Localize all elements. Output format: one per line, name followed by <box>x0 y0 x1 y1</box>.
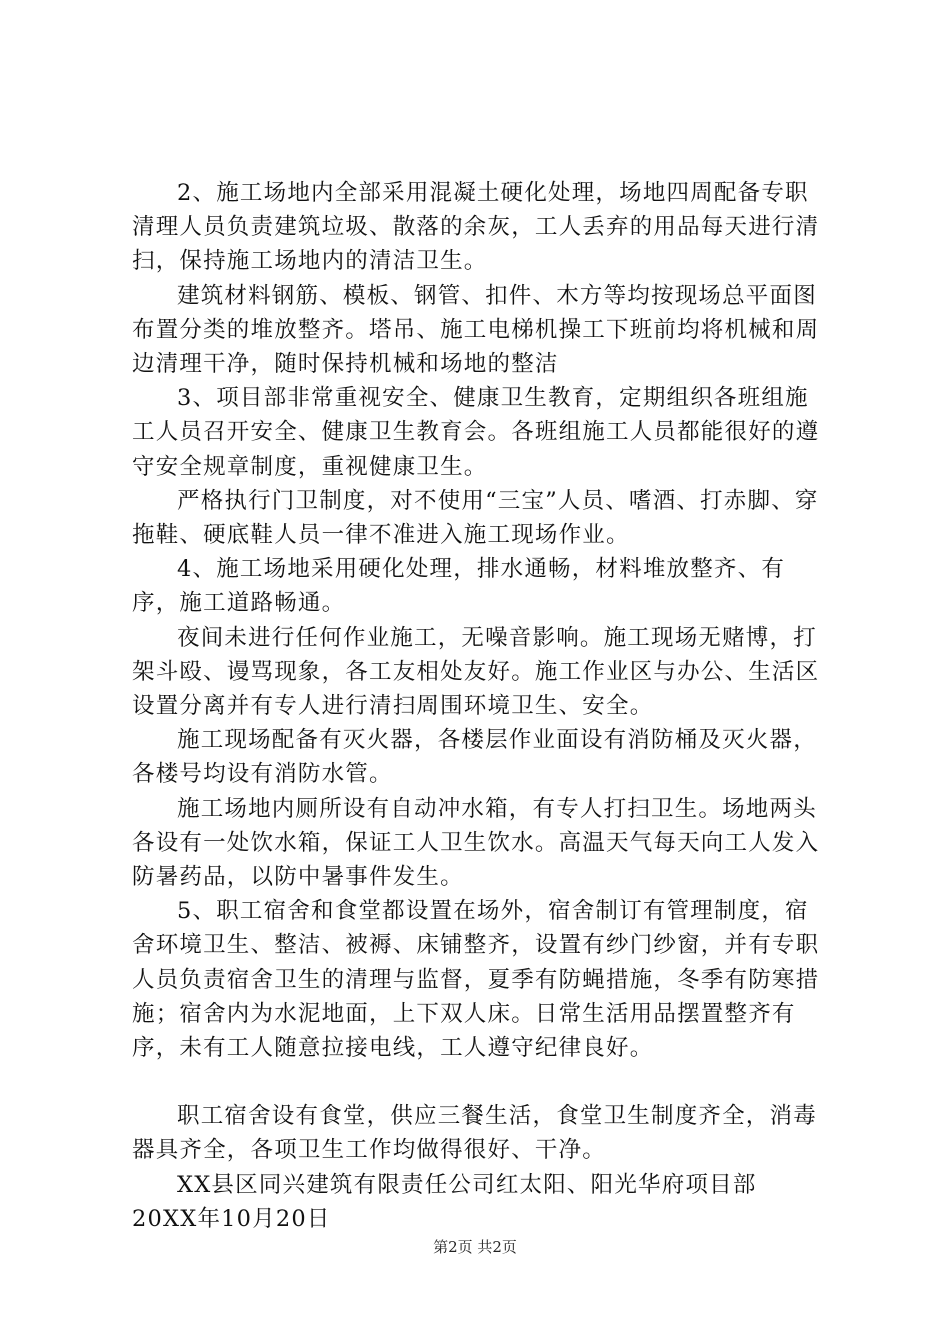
paragraph-drainage: 4、施工场地采用硬化处理，排水通畅，材料堆放整齐、有序，施工道路畅通。 <box>132 556 786 617</box>
paragraph-signature: XX县区同兴建筑有限责任公司红太阳、阳光华府项目部 <box>177 1171 757 1198</box>
document-body <box>132 176 832 1236</box>
paragraph-fire-safety: 施工现场配备有灭火器，各楼层作业面设有消防桶及灭火器，各楼号均设有消防水管。 <box>132 727 817 788</box>
paragraph-materials-storage: 建筑材料钢筋、模板、钢管、扣件、木方等均按现场总平面图布置分类的堆放整齐。塔吊、施工电梯机操工下班前均将机械和周边清理干净，随时保持机械和场地的整洁 <box>132 282 820 378</box>
paragraph-gate-rules: 严格执行门卫制度，对不使用“三宝”人员、嗜酒、打赤脚、穿拖鞋、硬底鞋人员一律不准进入施工现场作业。 <box>132 487 819 549</box>
page-number: 第2页 共2页 <box>433 1238 517 1256</box>
paragraph-site-hardening: 2、施工场地内全部采用混凝土硬化处理，场地四周配备专职清理人员负责建筑垃圾、散落的余灰，工人丢弃的用品每天进行清扫，保持施工场地内的清洁卫生。 <box>132 180 820 275</box>
paragraph-toilets-water: 施工场地内厕所设有自动冲水箱，有专人打扫卫生。场地两头各设有一处饮水箱，保证工人卫生饮水。高温天气每天向工人发入防暑药品，以防中暑事件发生。 <box>132 795 820 891</box>
paragraph-night-work: 夜间未进行任何作业施工，无噪音影响。施工现场无赌博，打架斗殴、谩骂现象，各工友相处友好。施工作业区与办公、生活区设置分离并有专人进行清扫周围环境卫生、安全。 <box>132 624 820 720</box>
paragraph-canteen: 职工宿舍设有食堂，供应三餐生活，食堂卫生制度齐全，消毒器具齐全，各项卫生工作均做得很好、干净。 <box>132 1103 817 1164</box>
paragraph-dormitory: 5、职工宿舍和食堂都设置在场外，宿舍制订有管理制度，宿舍环境卫生、整洁、被褥、床铺整齐，设置有纱门纱窗，并有专职人员负责宿舍卫生的清理与监督，夏季有防蝇措施，冬季有防寒措施；宿舍内为水泥地面，上下双人床。日常生活用品摆置整齐有序，未有工人随意拉接电线，工人遵守纪律良好。 <box>132 898 820 1062</box>
document-date: 20XX年10月20日 <box>132 1205 331 1232</box>
paragraph-safety-education: 3、项目部非常重视安全、健康卫生教育，定期组织各班组施工人员召开安全、健康卫生教育会。各班组施工人员都能很好的遵守安全规章制度，重视健康卫生。 <box>132 385 820 480</box>
